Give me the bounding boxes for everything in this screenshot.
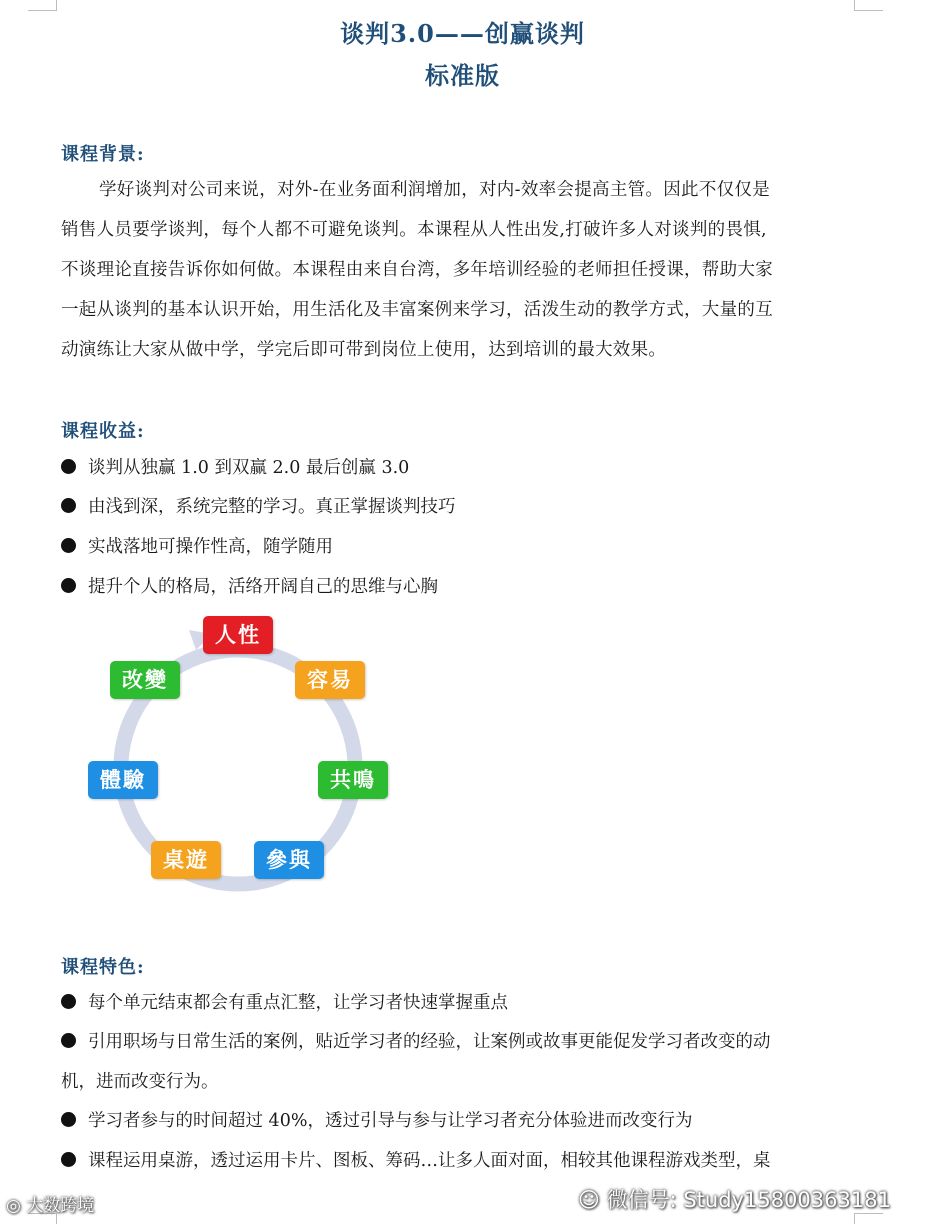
feature-item	[61, 1109, 692, 1133]
document-title: 谈判3.0——创赢谈判	[340, 19, 585, 48]
bullet-dot	[61, 578, 76, 593]
paragraph-line: 一起从谈判的基本认识开始，用生活化及丰富案例来学习，活泼生动的教学方式，大量的互	[61, 300, 773, 320]
benefit-text: 由浅到深，系统完整的学习。真正掌握谈判技巧	[88, 497, 456, 517]
paragraph-line: 不谈理论直接告诉你如何做。本课程由来自台湾，多年培训经验的老师担任授课，帮助大家	[61, 260, 773, 280]
cycle-node-easy: 容易	[295, 661, 365, 699]
feature-item	[61, 1149, 771, 1173]
watermark-right	[578, 1184, 891, 1214]
document-subtitle: 标准版	[425, 61, 500, 90]
feature-text: 学习者参与的时间超过 40%，透过引导与参与让学习者充分体验进而改变行为	[88, 1111, 693, 1131]
benefit-item	[61, 535, 333, 559]
feature-item	[61, 991, 508, 1015]
background-heading: 课程背景:	[61, 144, 145, 165]
watermark-left-text: 大数跨境	[26, 1196, 95, 1216]
benefit-item	[61, 456, 409, 480]
bullet-dot	[61, 459, 76, 474]
benefit-item	[61, 495, 456, 519]
paragraph-line: 销售人员要学谈判，每个人都不可避免谈判。本课程从人性出发,打破许多人对谈判的畏惧,	[61, 220, 767, 240]
bullet-dot	[61, 538, 76, 553]
watermark-left	[6, 1191, 94, 1216]
benefit-item	[61, 575, 438, 599]
bullet-dot	[61, 1152, 76, 1167]
page-corner-mark	[854, 1213, 883, 1224]
page-corner-mark	[28, 0, 57, 11]
watermark-logo-icon: ◎	[6, 1196, 21, 1216]
feature-text: 课程运用桌游，透过运用卡片、图板、筹码…让多人面对面，相较其他课程游戏类型，桌	[88, 1151, 771, 1171]
benefit-text: 实战落地可操作性高，随学随用	[88, 537, 333, 557]
cycle-node-resonance: 共鳴	[318, 761, 388, 799]
watermark-right-text: 微信号: Study15800363181	[606, 1188, 891, 1212]
bullet-dot	[61, 1033, 76, 1048]
paragraph-line: 学好谈判对公司来说，对外-在业务面利润增加，对内-效率会提高主管。因此不仅仅是	[99, 180, 771, 200]
bullet-dot	[61, 498, 76, 513]
feature-item	[61, 1030, 771, 1054]
features-heading: 课程特色:	[61, 957, 145, 978]
cycle-node-participation: 參與	[254, 841, 324, 879]
cycle-node-board-games: 桌遊	[151, 841, 221, 879]
paragraph-line: 动演练让大家从做中学，学完后即可带到岗位上使用，达到培训的最大效果。	[61, 340, 667, 360]
benefit-text: 提升个人的格局，活络开阔自己的思维与心胸	[88, 577, 438, 597]
cycle-ring	[86, 612, 396, 892]
cycle-node-change: 改變	[110, 661, 180, 699]
wechat-icon: ☺	[578, 1188, 600, 1212]
cycle-node-experience: 體驗	[88, 761, 158, 799]
feature-item-continuation: 机，进而改变行为。	[61, 1072, 219, 1092]
bullet-dot	[61, 1112, 76, 1127]
cycle-diagram	[86, 612, 396, 892]
cycle-node-humanity: 人性	[203, 616, 273, 654]
page-corner-mark	[854, 0, 883, 11]
benefit-text: 谈判从独赢 1.0 到双赢 2.0 最后创赢 3.0	[88, 458, 410, 478]
feature-text: 引用职场与日常生活的案例，贴近学习者的经验，让案例或故事更能促发学习者改变的动	[88, 1032, 771, 1052]
bullet-dot	[61, 994, 76, 1009]
benefits-heading: 课程收益:	[61, 421, 145, 442]
background-paragraph	[61, 170, 861, 370]
feature-text: 每个单元结束都会有重点汇整，让学习者快速掌握重点	[88, 993, 508, 1013]
